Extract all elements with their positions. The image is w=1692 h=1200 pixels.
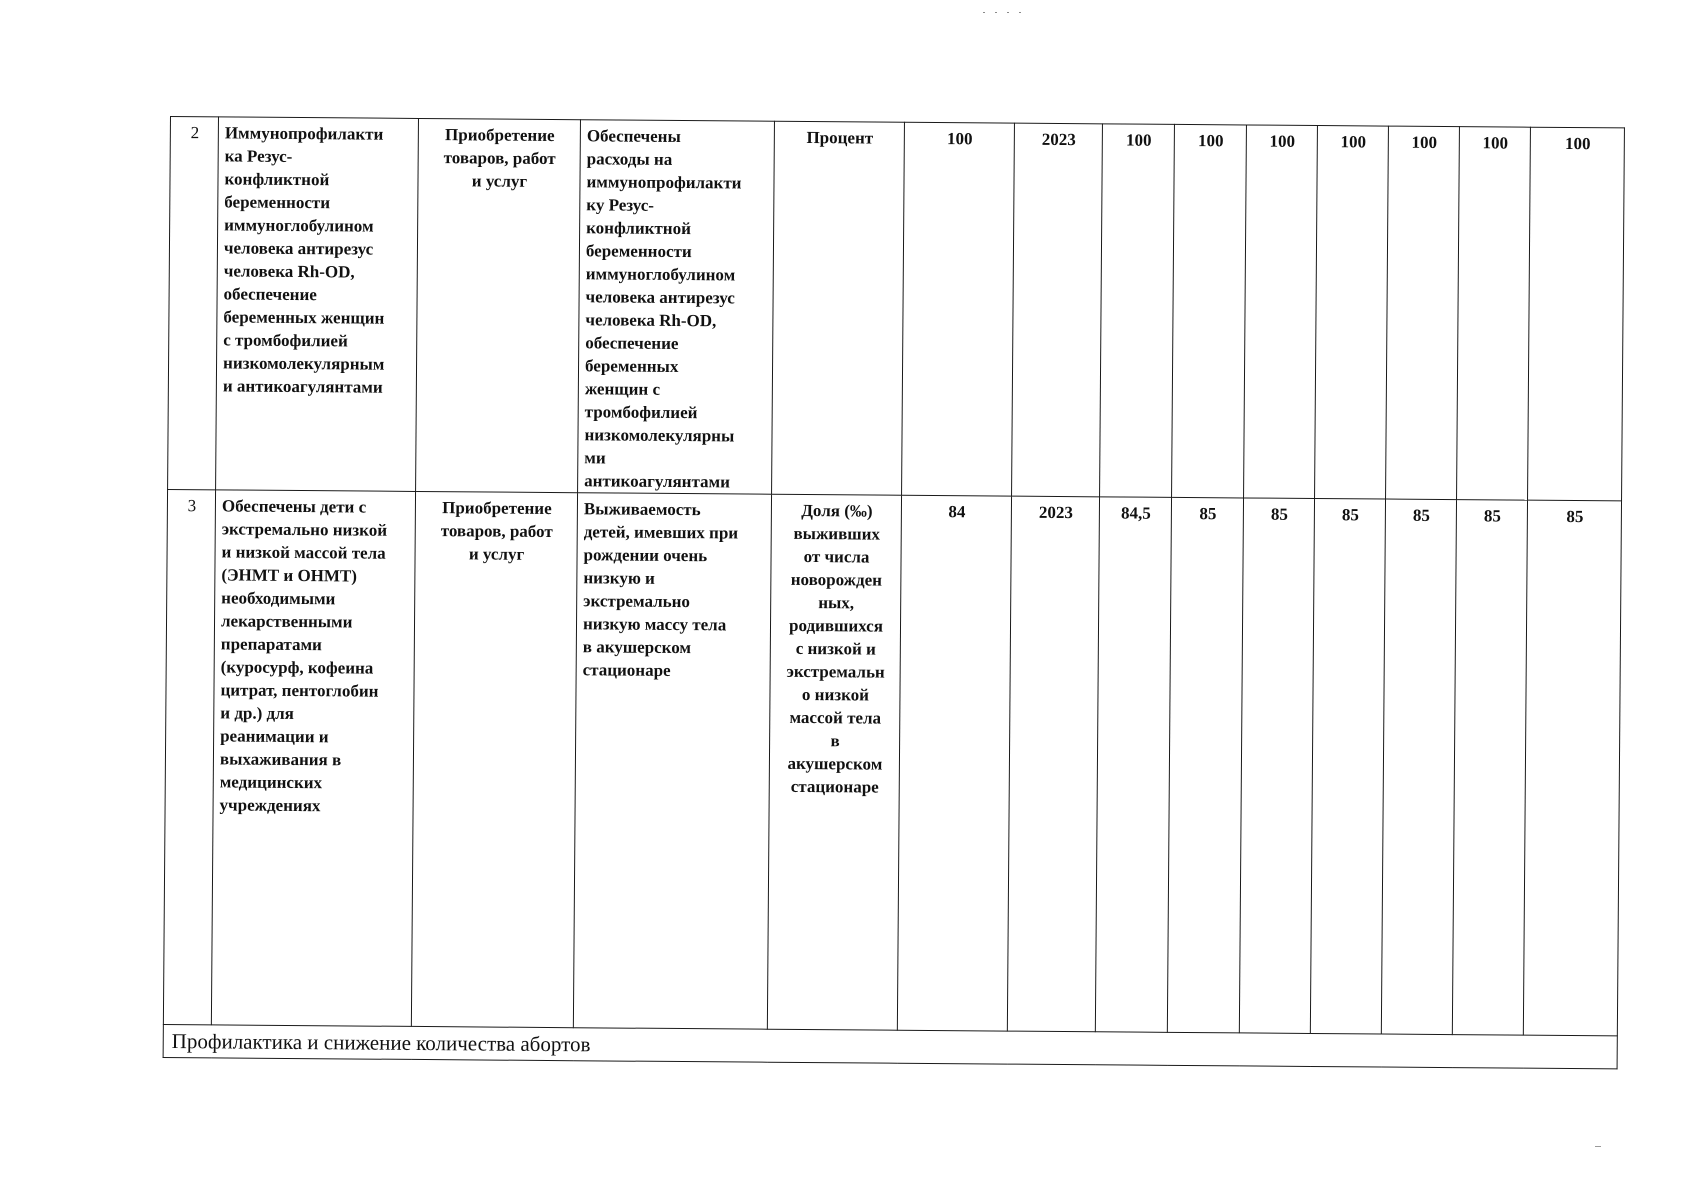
result-cell: Выживаемость детей, имевших при рождении очень низкую и экстремально низкую массу тела в акушерском стационаре bbox=[573, 493, 771, 1030]
value-cell: 100 bbox=[1315, 126, 1389, 500]
value-cell: 100 bbox=[1386, 126, 1460, 500]
value-cell: 84,5 bbox=[1095, 497, 1171, 1033]
value-cell: 100 bbox=[1457, 127, 1531, 501]
value-cell: 100 bbox=[1528, 127, 1625, 501]
value-cell: 85 bbox=[1167, 497, 1243, 1033]
row-number: 3 bbox=[163, 489, 215, 1024]
indicators-table bbox=[163, 116, 1625, 1069]
base-value-cell: 84 bbox=[897, 495, 1011, 1031]
type-cell: Приобретение товаров, работ и услуг bbox=[416, 118, 581, 492]
value-cell: 85 bbox=[1310, 499, 1385, 1035]
value-cell: 85 bbox=[1239, 498, 1314, 1034]
value-cell: 85 bbox=[1452, 500, 1527, 1036]
value-cell: 100 bbox=[1172, 124, 1247, 498]
table-row bbox=[163, 489, 1621, 1035]
row-number: 2 bbox=[168, 117, 219, 490]
base-value-cell: 100 bbox=[902, 122, 1015, 496]
value-cell: 100 bbox=[1100, 124, 1175, 498]
base-year-cell: 2023 bbox=[1007, 496, 1099, 1032]
scan-artifact bbox=[995, 12, 997, 13]
value-cell: 100 bbox=[1244, 125, 1318, 499]
scan-artifact bbox=[1019, 12, 1021, 13]
task-cell: Иммунопрофилакти ка Резус- конфликтной беременности иммуноглобулином человека антирезус человека Rh-OD, обеспечение беременных женщин с тромбофилией низкомолекулярным и антикоагулянтами bbox=[216, 117, 419, 492]
scan-artifact bbox=[1595, 1146, 1601, 1147]
table-row bbox=[168, 117, 1625, 501]
type-cell: Приобретение товаров, работ и услуг bbox=[411, 491, 577, 1027]
value-cell: 85 bbox=[1523, 500, 1621, 1036]
section-title: Профилактика и снижение количества абортов bbox=[163, 1024, 1617, 1068]
scan-artifact bbox=[983, 12, 985, 13]
value-cell: 85 bbox=[1381, 499, 1456, 1035]
unit-cell: Процент bbox=[772, 121, 905, 495]
unit-cell: Доля (‰) выживших от числа новорожден ных, родившихся с низкой и экстремальн о низкой массой тела в акушерском стационаре bbox=[767, 494, 901, 1030]
task-cell: Обеспечены дети с экстремально низкой и низкой массой тела (ЭНМТ и ОНМТ) необходимыми лекарственными препаратами (куросурф, кофеина цитрат, пентоглобин и др.) для реанимации и выхаживания в медицинских учреждениях bbox=[211, 490, 415, 1027]
base-year-cell: 2023 bbox=[1012, 123, 1103, 497]
result-cell: Обеспечены расходы на иммунопрофилакти ку Резус- конфликтной беременности иммуноглобулином человека антирезус человека Rh-OD, обеспечение беременных женщин с тромбофилией низкомолекулярны ми антикоагулянтами bbox=[578, 120, 775, 495]
scan-artifact bbox=[1007, 12, 1009, 13]
